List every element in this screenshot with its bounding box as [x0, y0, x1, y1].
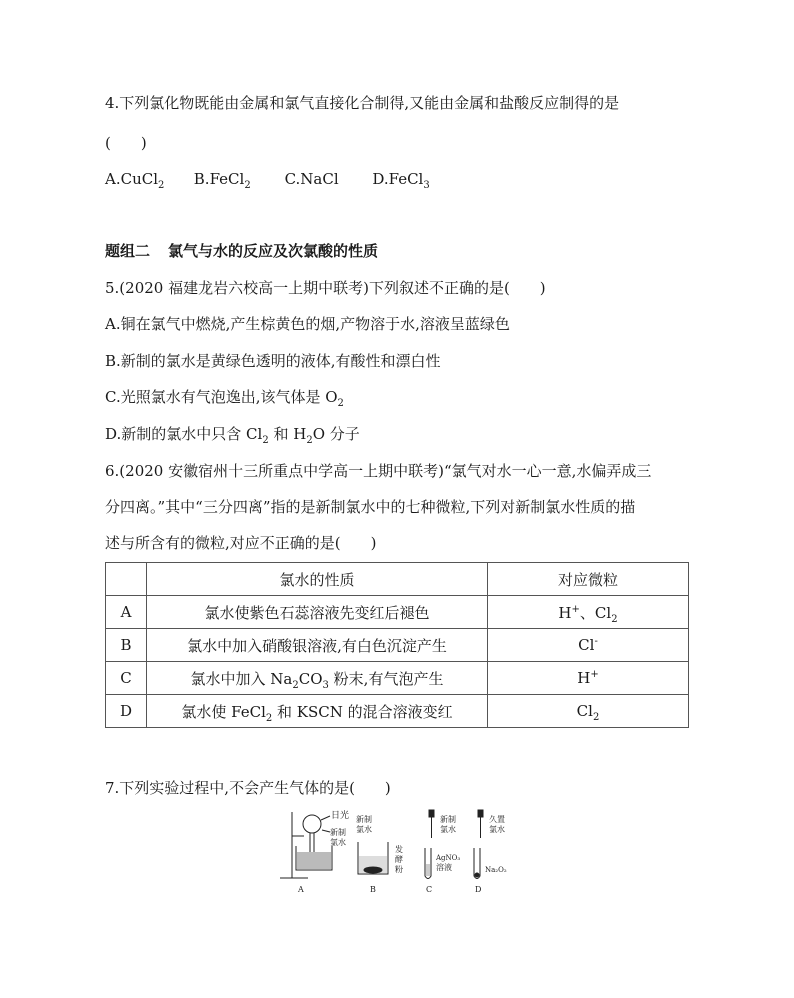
section-label: 题组二	[105, 242, 151, 260]
label-a-water1: 新制	[330, 828, 346, 837]
q5-option-d: D.新制的氯水中只含 $Cl_2$ 和 $H_2O$ 分子	[105, 425, 360, 446]
table-row	[106, 662, 689, 695]
q4-option-d: D.FeCl$_3$	[372, 170, 430, 191]
q5-option-c: C.光照氯水有气泡逸出,该气体是 $O_2$	[105, 388, 344, 409]
row-particle: $Cl_2$	[488, 695, 689, 728]
row-property: 氯水使紫色石蕊溶液先变红后褪色	[147, 596, 488, 629]
q6-stem-line1: 6.(2020 安徽宿州十三所重点中学高一上期中联考)“氯气对水一心一意,水偏弄成三	[105, 462, 652, 480]
chlorine-water-fill	[297, 852, 331, 869]
table-header-cell	[106, 563, 147, 596]
label-d-water1: 久置	[489, 815, 505, 824]
table-row	[106, 596, 689, 629]
row-label: D	[106, 695, 147, 728]
label-a-water2: 氯水	[330, 838, 346, 847]
q4-answer-paren: ( )	[105, 134, 147, 152]
table-header-cell: 氯水的性质	[147, 563, 488, 596]
apparatus-b	[358, 842, 388, 874]
label-c: C	[426, 885, 433, 894]
row-property: 氯水中加入 $Na_2CO_3$ 粉末,有气泡产生	[147, 662, 488, 695]
label-d: D	[475, 885, 482, 894]
q6-stem-line3: 述与所含有的微粒,对应不正确的是( )	[105, 534, 377, 552]
q6-table	[105, 562, 689, 728]
row-label: A	[106, 596, 147, 629]
label-b-water2: 氯水	[356, 825, 372, 834]
row-label: C	[106, 662, 147, 695]
label-b-powder2: 酵	[395, 855, 403, 864]
apparatus-a	[280, 812, 332, 878]
dropper-bulb	[429, 810, 434, 817]
label-b-powder1: 发	[395, 845, 403, 854]
row-particle: Cl-	[488, 629, 689, 662]
label-d-water2: 氯水	[489, 825, 505, 834]
dropper-bulb	[478, 810, 483, 817]
label-c-sol2: 溶液	[436, 863, 452, 872]
table-header-row	[106, 563, 689, 596]
section-title: 氯气与水的反应及次氯酸的性质	[168, 242, 379, 260]
apparatus-d	[474, 810, 483, 879]
row-property: 氯水中加入硝酸银溶液,有白色沉淀产生	[147, 629, 488, 662]
table-row	[106, 629, 689, 662]
row-property: 氯水使 FeCl$_2$ 和 KSCN 的混合溶液变红	[147, 695, 488, 728]
label-c-sol1: AgNO₃	[436, 854, 461, 862]
row-particle: H+	[488, 662, 689, 695]
table-row	[106, 695, 689, 728]
row-label: B	[106, 629, 147, 662]
table-header-cell: 对应微粒	[488, 563, 689, 596]
q4-options	[105, 169, 430, 189]
yeast-powder	[364, 867, 382, 873]
q6-stem-line2: 分四离。”其中“三分四离”指的是新制氯水中的七种微粒,下列对新制氯水性质的描	[105, 498, 636, 516]
q5-option-a: A.铜在氯气中燃烧,产生棕黄色的烟,产物溶于水,溶液呈蓝绿色	[105, 315, 510, 333]
label-b: B	[370, 885, 376, 894]
label-c-water2: 氯水	[440, 825, 456, 834]
label-b-powder3: 粉	[395, 865, 403, 874]
label-c-water1: 新制	[440, 815, 456, 824]
inverted-flask	[303, 815, 321, 833]
label-d-solid: Na₂O₂	[485, 866, 507, 874]
q7-apparatus-figure	[270, 808, 530, 896]
apparatus-c	[425, 810, 434, 879]
q4-option-a: A.CuCl$_2$	[105, 170, 165, 191]
q4-option-b: B.FeCl$_2$	[193, 170, 251, 191]
q5-stem: 5.(2020 福建龙岩六校高一上期中联考)下列叙述不正确的是( )	[105, 279, 546, 297]
label-a: A	[298, 885, 304, 894]
q5-option-b: B.新制的氯水是黄绿色透明的液体,有酸性和漂白性	[105, 352, 441, 370]
q4-option-c: C.NaCl	[284, 170, 339, 188]
q7-stem: 7.下列实验过程中,不会产生气体的是( )	[105, 779, 391, 797]
label-b-water1: 新制	[356, 815, 372, 824]
q4-stem: 4.下列氯化物既能由金属和氯气直接化合制得,又能由金属和盐酸反应制得的是	[105, 94, 620, 112]
row-particle: H+、$Cl_2$	[488, 596, 689, 629]
label-sunlight: 日光	[331, 811, 350, 821]
sodium-peroxide-solid	[475, 873, 479, 877]
section-heading	[105, 241, 378, 261]
